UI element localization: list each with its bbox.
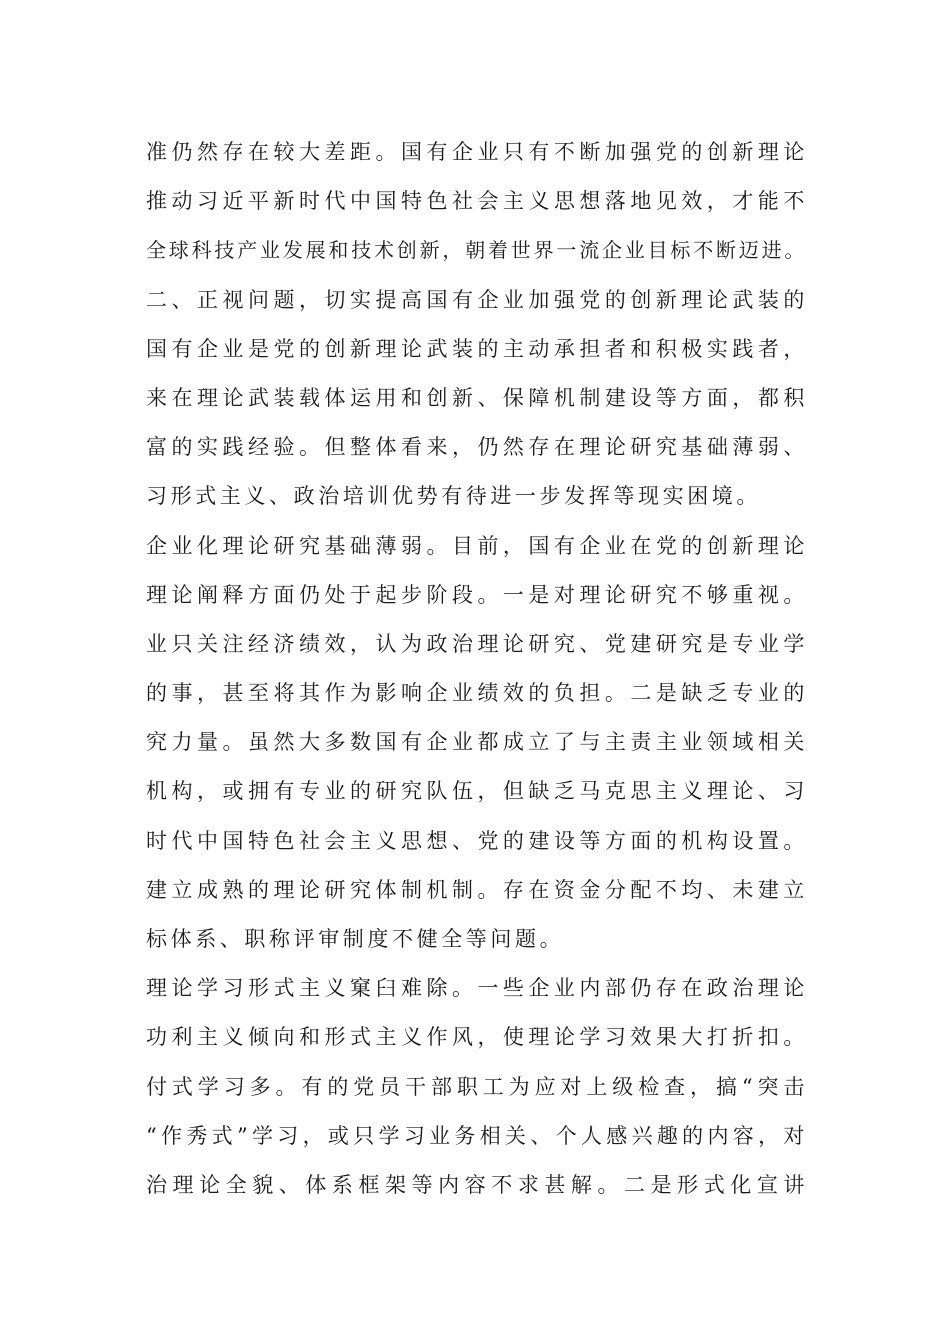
text-line: 付式学习多。有的党员干部职工为应对上级检查，搞“突击: [146, 1074, 808, 1099]
text-line: 的事，甚至将其作为影响企业绩效的负担。二是缺乏专业的: [146, 681, 808, 706]
text-line: 富的实践经验。但整体看来，仍然存在理论研究基础薄弱、: [146, 435, 808, 460]
text-line: 习形式主义、政治培训优势有待进一步发挥等现实困境。: [146, 484, 761, 509]
document-body: [146, 128, 808, 1210]
text-line: 时代中国特色社会主义思想、党的建设等方面的机构设置。: [146, 828, 808, 853]
text-line: 建立成熟的理论研究体制机制。存在资金分配不均、未建立: [146, 877, 808, 902]
text-line: 推动习近平新时代中国特色社会主义思想落地见效，才能不: [146, 189, 808, 214]
text-line: 功利主义倾向和形式主义作风，使理论学习效果大打折扣。: [146, 1025, 808, 1050]
text-line: 标体系、职称评审制度不健全等问题。: [146, 927, 565, 951]
text-line: 机构，或拥有专业的研究队伍，但缺乏马克思主义理论、习: [146, 779, 808, 804]
text-line: 治理论全貌、体系框架等内容不求甚解。二是形式化宣讲: [146, 1172, 808, 1197]
text-line: 准仍然存在较大差距。国有企业只有不断加强党的创新理论: [146, 140, 808, 164]
text-line: 国有企业是党的创新理论武装的主动承担者和积极实践者，: [146, 336, 808, 361]
text-line: 究力量。虽然大多数国有企业都成立了与主责主业领域相关: [146, 730, 808, 755]
text-line: 理论阐释方面仍处于起步阶段。一是对理论研究不够重视。: [146, 582, 808, 607]
text-line: 来在理论武装载体运用和创新、保障机制建设等方面，都积: [146, 385, 808, 410]
text-line: 全球科技产业发展和技术创新，朝着世界一流企业目标不断迈进。: [146, 238, 808, 263]
text-line: 理论学习形式主义窠臼难除。一些企业内部仍存在政治理论: [146, 976, 808, 1001]
section-heading: 二、正视问题，切实提高国有企业加强党的创新理论武装的: [146, 287, 808, 312]
text-line: “作秀式”学习，或只学习业务相关、个人感兴趣的内容，对: [146, 1123, 808, 1148]
text-line: 企业化理论研究基础薄弱。目前，国有企业在党的创新理论: [146, 533, 808, 558]
text-line: 业只关注经济绩效，认为政治理论研究、党建研究是专业学: [146, 631, 808, 656]
